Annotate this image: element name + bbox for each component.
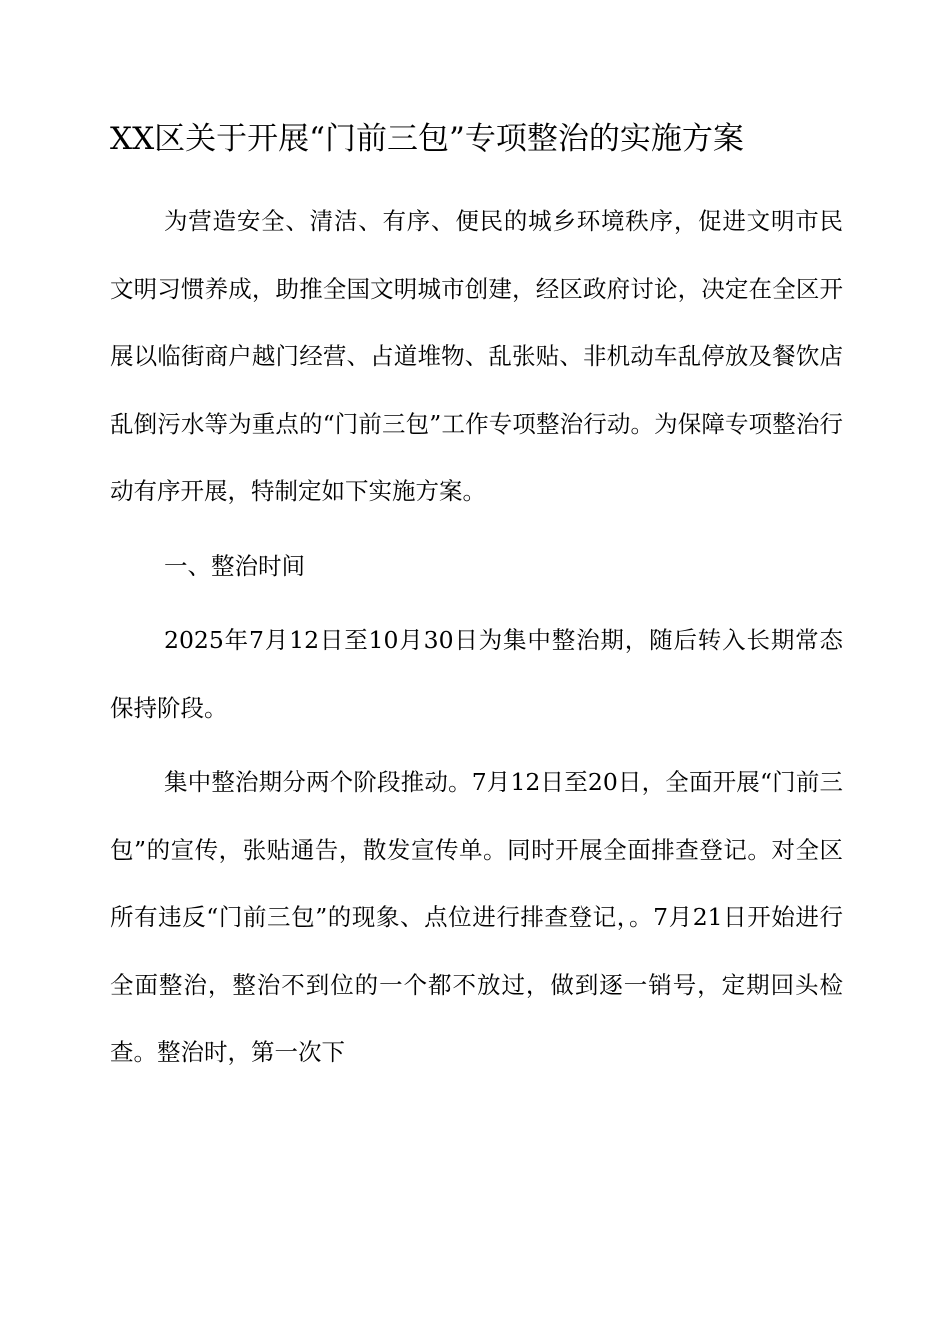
document-title: XX区关于开展“门前三包”专项整治的实施方案 xyxy=(110,121,744,157)
paragraph-stages: 集中整治期分两个阶段推动。7月12日至20日，全面开展“门前三包”的宣传，张贴通告，散发宣传单。同时开展全面排查登记。对全区所有违反“门前三包”的现象、点位进行排查登记，。7月21日开始进行全面整治，整治不到位的一个都不放过，做到逐一销号，定期回头检查。整治时，第一次下 xyxy=(110,768,843,1066)
section-heading-time: 一、整治时间 xyxy=(164,552,305,580)
paragraph-intro: 为营造安全、清洁、有序、便民的城乡环境秩序，促进文明市民文明习惯养成，助推全国文明城市创建，经区政府讨论，决定在全区开展以临街商户越门经营、占道堆物、乱张贴、非机动车乱停放及餐饮店乱倒污水等为重点的“门前三包”工作专项整治行动。为保障专项整治行动有序开展，特制定如下实施方案。 xyxy=(110,207,843,505)
paragraph-period: 2025年7月12日至10月30日为集中整治期，随后转入长期常态保持阶段。 xyxy=(110,626,843,722)
